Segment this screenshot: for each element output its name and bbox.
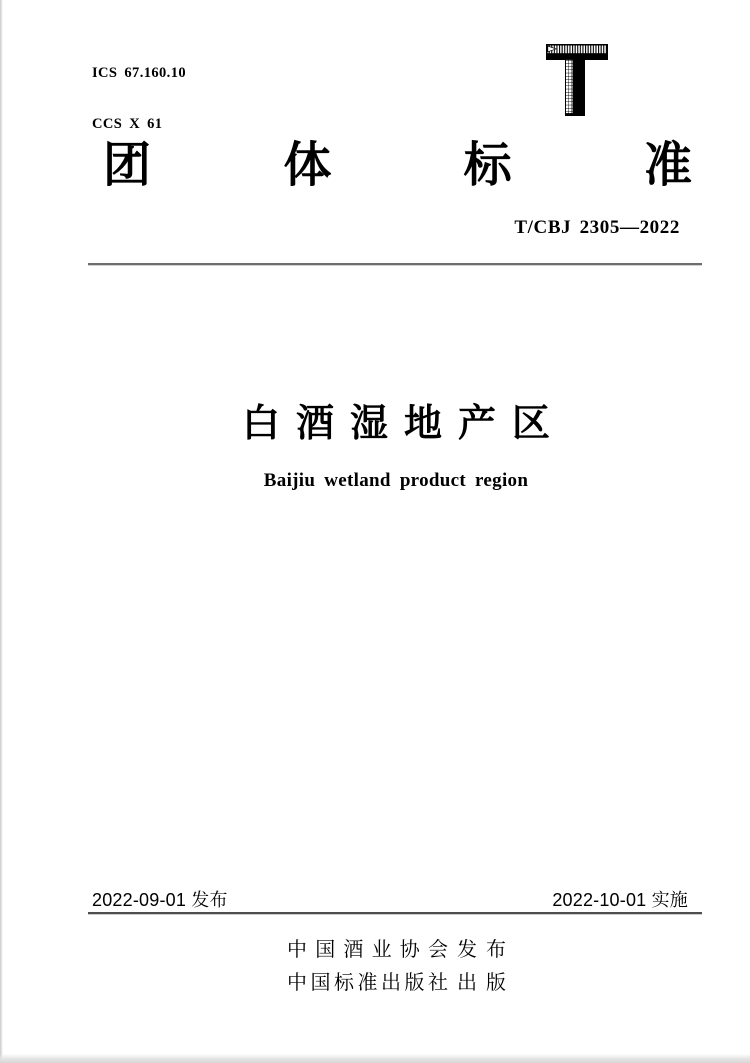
- document-title-chinese: 白酒湿地产区: [241, 403, 566, 445]
- issuer-org-name: 中国酒业协会: [287, 939, 448, 961]
- document-title-english: Baijiu wetland product region: [263, 470, 529, 491]
- ccs-code: CCS X 61: [92, 116, 163, 132]
- page-bottom-edge-shadow: [0, 1054, 750, 1063]
- group-standard-t-logo-icon: [546, 44, 608, 117]
- publisher-row-issuer: [287, 934, 506, 967]
- header-rule: [88, 263, 702, 265]
- publisher-block: [287, 934, 506, 1000]
- ics-code: ICS 67.160.10: [92, 65, 187, 81]
- page-left-edge-shadow: [0, 0, 3, 1063]
- footer-rule: [88, 912, 702, 914]
- press-org-name: 中国标准出版社: [287, 972, 448, 994]
- issue-date: 2022-09-01 发布: [92, 890, 228, 910]
- implementation-date: 2022-10-01 实施: [552, 890, 688, 910]
- issuer-action-label: 发布: [457, 939, 506, 961]
- dates-row: [92, 886, 688, 912]
- press-action-label: 出版: [457, 972, 506, 994]
- standard-type-heading: 团体标准: [103, 139, 692, 192]
- standard-number: T/CBJ 2305—2022: [514, 217, 680, 238]
- publisher-row-press: [287, 967, 506, 1000]
